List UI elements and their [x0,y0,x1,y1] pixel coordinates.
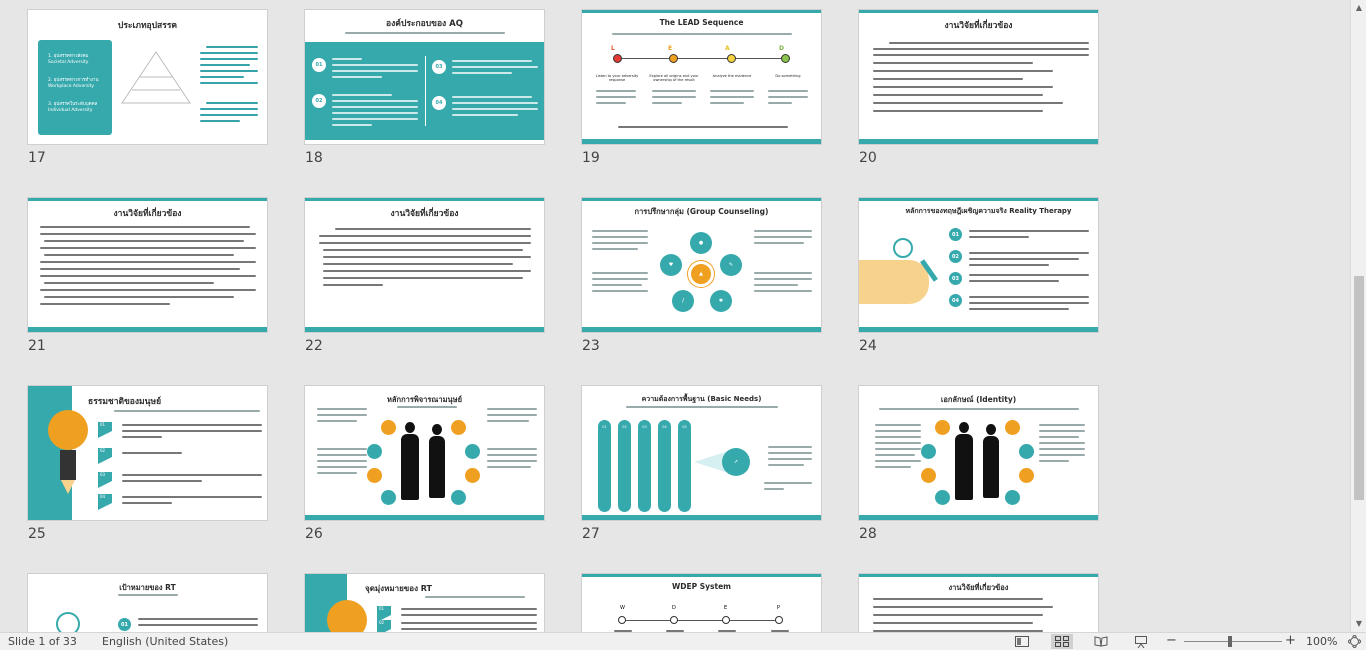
slide-thumbnail-18[interactable] [304,9,545,145]
lead-caption: Analyze the evidence [712,74,752,78]
item-number: 01 [949,228,962,241]
fit-to-window-button[interactable] [1344,634,1364,649]
lightbulb-icon [56,612,80,632]
slide-number: 26 [305,526,323,542]
status-bar [0,632,1366,650]
hand-illustration [859,260,929,304]
rocket-icon: ➚ [722,448,750,476]
wdep-letter: D [672,605,676,611]
lead-letter: L [611,45,615,52]
icon [451,490,466,505]
slide-number: 23 [582,338,600,354]
slide-thumbnail-17[interactable] [27,9,268,145]
slide-title: งานวิจัยที่เกี่ยวข้อง [944,21,1013,31]
list-item: 1. อุปสรรคทางสังคม Societal Adversity [48,54,89,65]
item-number: 03 [98,472,112,481]
need-pill: 04 [658,420,671,512]
zoom-in-button[interactable]: + [1285,633,1296,648]
slide-title: เป้าหมายของ RT [119,583,176,592]
item-number: 03 [949,272,962,285]
zoom-level[interactable]: 100% [1306,635,1338,648]
reading-view-button[interactable] [1090,634,1112,649]
fit-to-window-icon [1348,635,1361,648]
slide-thumbnail-32[interactable] [858,573,1099,632]
slide-title: การปรึกษากลุ่ม (Group Counseling) [634,207,769,216]
slide-thumbnail-27[interactable] [581,385,822,521]
scrollbar-thumb[interactable] [1354,276,1364,500]
lead-caption: Listen to your adversity response [595,74,639,82]
need-pill: 05 [678,420,691,512]
item-number: 03 [432,60,446,74]
slide-thumbnail-28[interactable] [858,385,1099,521]
slide-title: จุดมุ่งหมายของ RT [365,584,433,593]
slide-sorter-view-button[interactable] [1051,634,1073,649]
slide-title: เอกลักษณ์ (Identity) [940,395,1017,404]
slide-title: งานวิจัยที่เกี่ยวข้อง [948,583,1009,592]
slide-number: 17 [28,150,46,166]
pyramid-diagram [120,50,192,105]
slide-title: งานวิจัยที่เกี่ยวข้อง [113,209,182,219]
slide-thumbnail-26[interactable] [304,385,545,521]
list-item: 2. อุปสรรคทางการทำงาน Workplace Adversity [48,78,99,89]
man-silhouette [401,434,419,500]
slide-thumbnail-24[interactable] [858,197,1099,333]
slide-thumbnail-23[interactable] [581,197,822,333]
normal-view-button[interactable] [1011,634,1033,649]
pen-icon: ✎ [720,254,742,276]
adversity-list-box [38,40,112,135]
slide-number: 27 [582,526,600,542]
wdep-letter: E [724,605,728,611]
vertical-scrollbar[interactable] [1350,0,1366,632]
wdep-letter: P [777,605,781,611]
item-number: 02 [949,250,962,263]
slide-thumbnail-21[interactable] [27,197,268,333]
item-number: 01 [312,58,326,72]
woman-silhouette [429,436,445,498]
slide-title: องค์ประกอบของ AQ [386,19,463,29]
slide-thumbnail-30[interactable]: จุดมุ่งหมายของ RT 01 02 [304,573,545,632]
need-pill: 03 [638,420,651,512]
zoom-slider-track[interactable] [1184,641,1282,642]
icon [381,420,396,435]
zoom-out-button[interactable]: − [1166,633,1177,648]
slide-number: 21 [28,338,46,354]
slide-number: 22 [305,338,323,354]
lead-caption: Do something [775,74,801,78]
slide-show-button[interactable] [1130,634,1152,649]
slide-number: 19 [582,150,600,166]
item-number: 02 [312,94,326,108]
icon [451,420,466,435]
icon [381,490,396,505]
lead-letter: E [668,45,673,52]
woman-silhouette [983,436,999,498]
slide-title: หลักการพิจารณามนุษย์ [386,395,463,404]
pencil-icon: / [672,290,694,312]
slide-thumbnail-22[interactable] [304,197,545,333]
slide-thumbnail-25[interactable] [27,385,268,521]
wdep-letter: W [620,605,625,611]
slide-thumbnail-31[interactable] [581,573,822,632]
lead-letter: A [725,45,730,52]
lightbulb-icon [893,238,913,258]
item-number: 02 [98,448,112,457]
slide-indicator: Slide 1 of 33 [8,635,77,648]
slide-number: 25 [28,526,46,542]
scroll-down-arrow-icon[interactable]: ▼ [1355,619,1363,628]
icon [367,444,382,459]
slide-show-icon [1134,636,1148,648]
slide-title: ความต้องการพื้นฐาน (Basic Needs) [641,395,762,403]
reading-view-icon [1094,636,1108,647]
item-number: 04 [98,494,112,503]
lightbulb-icon [48,410,88,450]
icon [465,468,480,483]
language-indicator[interactable]: English (United States) [102,635,229,648]
slide-number: 24 [859,338,877,354]
need-pill: 01 [598,420,611,512]
slide-thumbnail-29[interactable]: เป้าหมายของ RT 01 [27,573,268,632]
slide-thumbnail-20[interactable] [858,9,1099,145]
slide-number: 18 [305,150,323,166]
item-number: 01 [98,422,112,431]
normal-view-icon [1015,636,1029,647]
slide-title: The LEAD Sequence [659,18,744,27]
icon [367,468,382,483]
puzzle-icon: ✱ [710,290,732,312]
slide-number: 20 [859,150,877,166]
lead-caption: Explore all origins and your ownership of the result [649,74,699,82]
heart-icon: ♥ [660,254,682,276]
lightbulb-icon: ● [690,232,712,254]
group-icon: ▲ [688,261,714,287]
slide-title: หลักการของทฤษฎีเผชิญความจริง Reality Therapy [905,207,1072,215]
slide-title: งานวิจัยที่เกี่ยวข้อง [390,209,459,219]
slide-sorter-icon [1055,636,1069,647]
lightbulb-icon [327,600,367,632]
components-panel [305,42,545,140]
slide-title: ธรรมชาติของมนุษย์ [88,397,162,407]
scroll-up-arrow-icon[interactable]: ▲ [1355,3,1363,12]
slide-thumbnail-19[interactable] [581,9,822,145]
list-item: 3. อุปสรรคในระดับบุคคล Individual Adversity [48,102,98,113]
item-number: 04 [432,96,446,110]
icon [465,444,480,459]
need-pill: 02 [618,420,631,512]
item-number: 04 [949,294,962,307]
man-silhouette [955,434,973,500]
slide-title: WDEP System [672,582,731,591]
lead-letter: D [779,45,784,52]
slide-number: 28 [859,526,877,542]
slide-title: ประเภทอุปสรรค [117,21,178,31]
zoom-slider-thumb[interactable] [1228,636,1232,647]
